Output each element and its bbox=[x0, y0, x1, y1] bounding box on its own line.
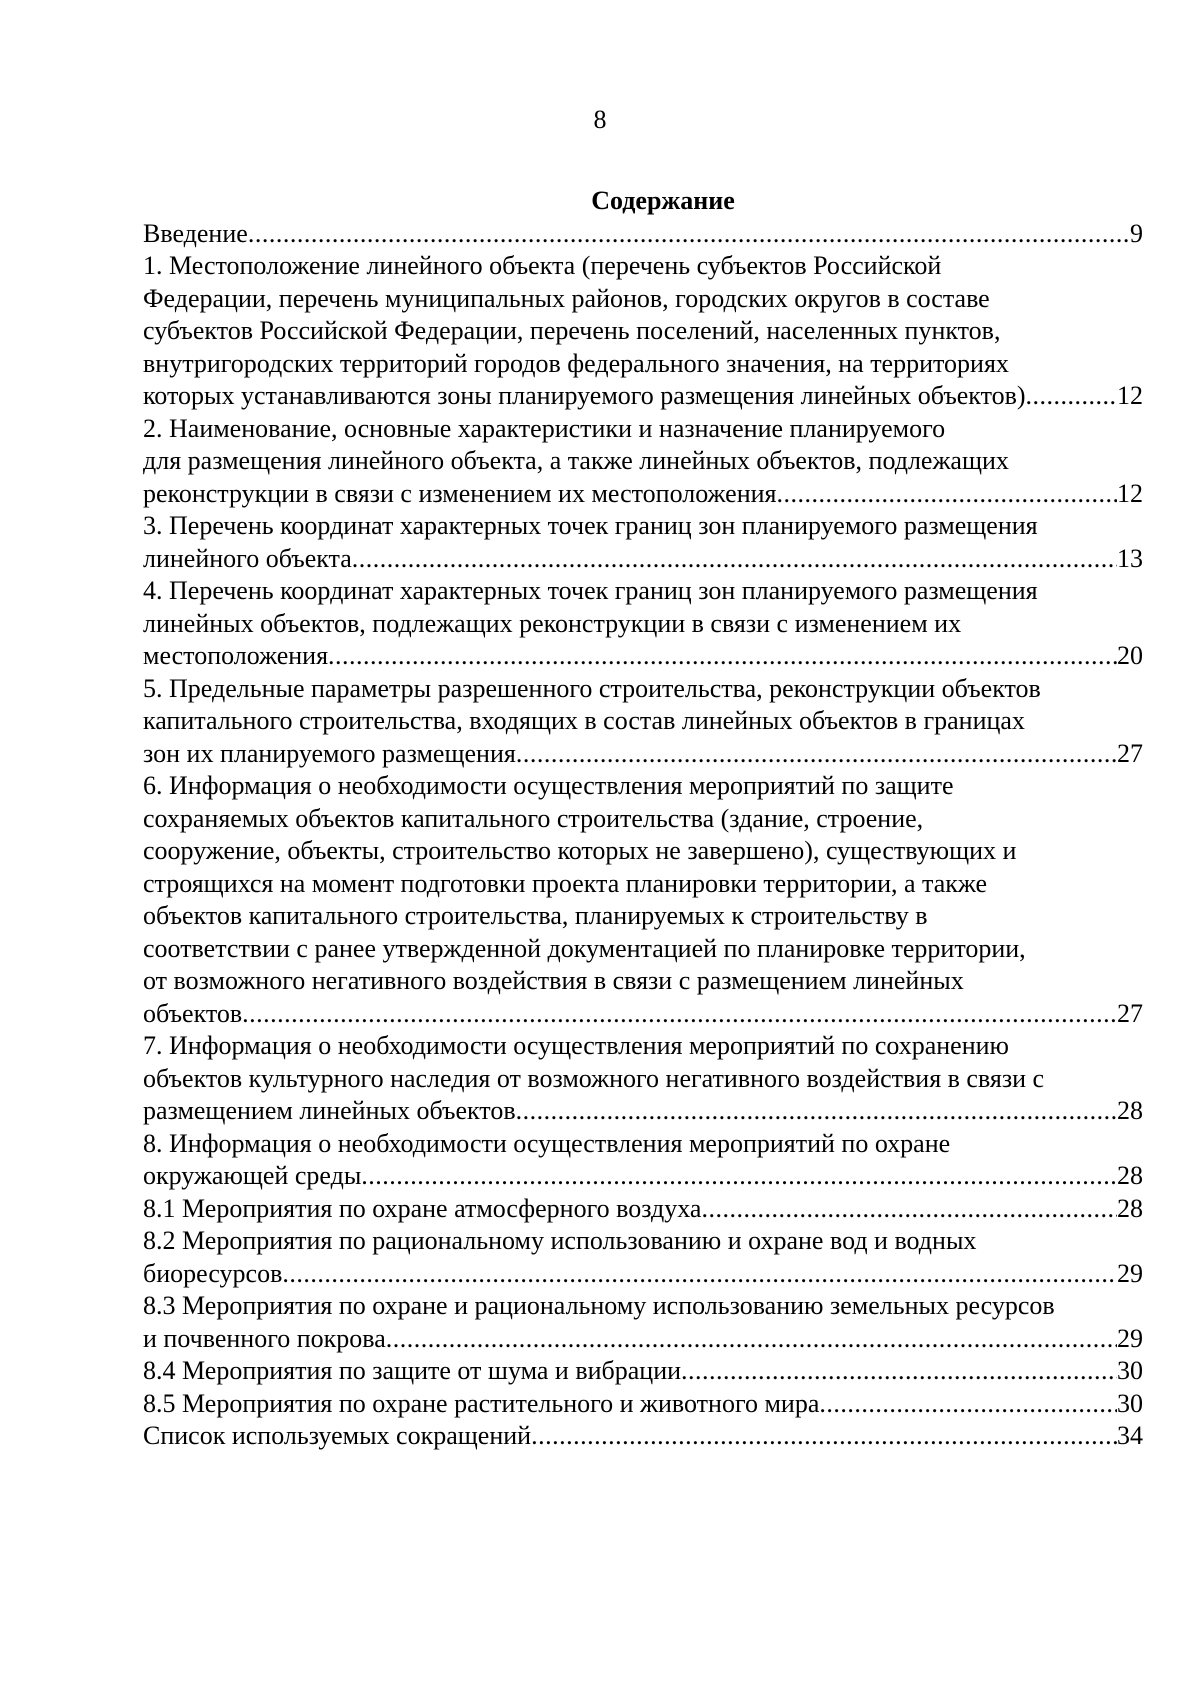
toc-entry[interactable] bbox=[143, 1030, 1143, 1128]
toc-page-number: 27 bbox=[1117, 998, 1143, 1028]
toc-page-number: 28 bbox=[1117, 1193, 1143, 1223]
toc-title: Содержание bbox=[591, 186, 735, 215]
toc-page-number: 12 bbox=[1117, 381, 1143, 410]
toc-entry-line: строящихся на момент подготовки проекта планировки территории, а также bbox=[143, 868, 988, 898]
dot-leader bbox=[361, 1160, 1117, 1193]
toc-entry-last-line bbox=[143, 1095, 1143, 1128]
dot-leader bbox=[352, 543, 1117, 576]
toc-entry-last-line bbox=[143, 1258, 1143, 1291]
toc-entry-last-line bbox=[143, 1193, 1143, 1226]
toc-entry-last-line bbox=[143, 640, 1143, 673]
toc-page-number: 28 bbox=[1117, 1161, 1143, 1190]
toc-entry-line: 8. Информация о необходимости осуществления мероприятий по охране bbox=[143, 1128, 951, 1158]
toc-entry-line: 2. Наименование, основные характеристики и назначение планируемого bbox=[143, 413, 946, 443]
toc-entry-line: соответствии с ранее утвержденной документацией по планировке территории, bbox=[143, 933, 1026, 963]
dot-leader bbox=[701, 1193, 1117, 1226]
toc-entry[interactable] bbox=[143, 510, 1143, 575]
toc-entry-line: сохраняемых объектов капитального строительства (здание, строение, bbox=[143, 803, 924, 833]
toc-entry-last-line bbox=[143, 1323, 1143, 1356]
toc-entry-title: которых устанавливаются зоны планируемого размещения линейных объектов) bbox=[143, 381, 1026, 410]
toc-entry-line: линейных объектов, подлежащих реконструкции в связи с изменением их bbox=[143, 608, 962, 638]
toc-entry[interactable] bbox=[143, 1193, 1143, 1226]
toc-entry-title: местоположения bbox=[143, 641, 329, 670]
toc-page-number: 12 bbox=[1117, 478, 1143, 508]
toc-entry-last-line bbox=[143, 218, 1143, 251]
toc-entry-last-line bbox=[143, 738, 1143, 771]
toc-entry-last-line bbox=[143, 1160, 1143, 1193]
toc-entry[interactable] bbox=[143, 218, 1143, 251]
toc-entry-line: капитального строительства, входящих в состав линейных объектов в границах bbox=[143, 706, 1025, 735]
toc-entry-line: Федерации, перечень муниципальных районов, городских округов в составе bbox=[143, 283, 990, 313]
page-number: 8 bbox=[593, 105, 607, 134]
toc-entry-title: окружающей среды bbox=[143, 1161, 362, 1190]
toc-page-number: 30 bbox=[1117, 1356, 1143, 1385]
toc-entry-line: 6. Информация о необходимости осуществления мероприятий по защите bbox=[143, 771, 954, 800]
toc-page-number: 30 bbox=[1117, 1388, 1143, 1418]
toc-page-number: 34 bbox=[1117, 1421, 1143, 1450]
toc-entry-title: и почвенного покрова bbox=[143, 1323, 386, 1353]
toc-entry-title: Введение bbox=[143, 218, 248, 248]
toc-entry-last-line bbox=[143, 543, 1143, 576]
toc-entry[interactable] bbox=[143, 413, 1143, 511]
toc-entry[interactable] bbox=[143, 1388, 1143, 1421]
toc-entry-last-line bbox=[143, 1355, 1143, 1388]
toc-page-number: 28 bbox=[1117, 1096, 1143, 1125]
dot-leader bbox=[819, 1388, 1117, 1421]
toc-entry[interactable] bbox=[143, 770, 1143, 1030]
toc-entry-title: реконструкции в связи с изменением их местоположения bbox=[143, 478, 777, 508]
toc-entry[interactable] bbox=[143, 673, 1143, 771]
toc-entry-title: зон их планируемого размещения bbox=[143, 738, 516, 768]
dot-leader bbox=[681, 1355, 1117, 1388]
toc-entry-line: внутригородских территорий городов федерального значения, на территориях bbox=[143, 348, 1009, 378]
toc-entry[interactable] bbox=[143, 1355, 1143, 1388]
toc-entry-last-line bbox=[143, 380, 1143, 413]
toc-entry[interactable] bbox=[143, 250, 1143, 413]
toc-page-number: 29 bbox=[1117, 1323, 1143, 1353]
toc-entry-line: 5. Предельные параметры разрешенного строительства, реконструкции объектов bbox=[143, 673, 1041, 703]
toc-page-number: 13 bbox=[1117, 543, 1143, 573]
dot-leader bbox=[242, 998, 1117, 1031]
dot-leader bbox=[516, 1095, 1117, 1128]
toc-entry-line: для размещения линейного объекта, а также линейных объектов, подлежащих bbox=[143, 446, 1009, 475]
toc-entry-line: 8.3 Мероприятия по охране и рациональному использованию земельных ресурсов bbox=[143, 1291, 1055, 1320]
toc-entry-last-line bbox=[143, 998, 1143, 1031]
table-of-contents bbox=[143, 185, 1143, 1453]
toc-entry-line: 3. Перечень координат характерных точек границ зон планируемого размещения bbox=[143, 511, 1038, 540]
toc-entry-title: Список используемых сокращений bbox=[143, 1421, 532, 1450]
toc-entry-title: 8.5 Мероприятия по охране растительного и животного мира bbox=[143, 1388, 820, 1418]
toc-entry[interactable] bbox=[143, 1225, 1143, 1290]
toc-entry-last-line bbox=[143, 1420, 1143, 1453]
toc-entry-title: объектов bbox=[143, 998, 243, 1028]
toc-page-number: 29 bbox=[1117, 1258, 1143, 1288]
toc-entry[interactable] bbox=[143, 1290, 1143, 1355]
toc-entry[interactable] bbox=[143, 1128, 1143, 1193]
dot-leader bbox=[282, 1258, 1117, 1291]
toc-entry-last-line bbox=[143, 1388, 1143, 1421]
toc-entry-line: от возможного негативного воздействия в связи с размещением линейных bbox=[143, 966, 964, 995]
dot-leader bbox=[531, 1420, 1117, 1453]
toc-entries bbox=[143, 218, 1143, 1453]
dot-leader bbox=[328, 640, 1117, 673]
toc-entry-line: сооружение, объекты, строительство которых не завершено), существующих и bbox=[143, 836, 1017, 865]
toc-page-number: 9 bbox=[1130, 218, 1143, 248]
toc-page-number: 27 bbox=[1117, 738, 1143, 768]
dot-leader bbox=[777, 478, 1118, 511]
toc-entry[interactable] bbox=[143, 575, 1143, 673]
toc-entry[interactable] bbox=[143, 1420, 1143, 1453]
toc-entry-line: объектов культурного наследия от возможного негативного воздействия в связи с bbox=[143, 1063, 1045, 1093]
dot-leader bbox=[386, 1323, 1117, 1356]
dot-leader bbox=[1026, 380, 1117, 413]
toc-entry-line: 8.2 Мероприятия по рациональному использованию и охране вод и водных bbox=[143, 1226, 977, 1255]
toc-entry-title: линейного объекта bbox=[143, 543, 352, 573]
toc-entry-last-line bbox=[143, 478, 1143, 511]
toc-entry-line: 1. Местоположение линейного объекта (перечень субъектов Российской bbox=[143, 251, 942, 280]
toc-entry-title: 8.4 Мероприятия по защите от шума и вибрации bbox=[143, 1356, 682, 1385]
dot-leader bbox=[248, 218, 1130, 251]
toc-entry-line: объектов капитального строительства, планируемых к строительству в bbox=[143, 901, 928, 930]
toc-entry-line: 4. Перечень координат характерных точек границ зон планируемого размещения bbox=[143, 576, 1038, 605]
toc-page-number: 20 bbox=[1117, 641, 1143, 670]
toc-entry-line: 7. Информация о необходимости осуществления мероприятий по сохранению bbox=[143, 1031, 1009, 1060]
toc-entry-title: 8.1 Мероприятия по охране атмосферного воздуха bbox=[143, 1193, 702, 1223]
dot-leader bbox=[516, 738, 1117, 771]
toc-entry-line: субъектов Российской Федерации, перечень поселений, населенных пунктов, bbox=[143, 316, 1001, 345]
toc-entry-title: размещением линейных объектов bbox=[143, 1096, 516, 1125]
toc-entry-title: биоресурсов bbox=[143, 1258, 283, 1288]
